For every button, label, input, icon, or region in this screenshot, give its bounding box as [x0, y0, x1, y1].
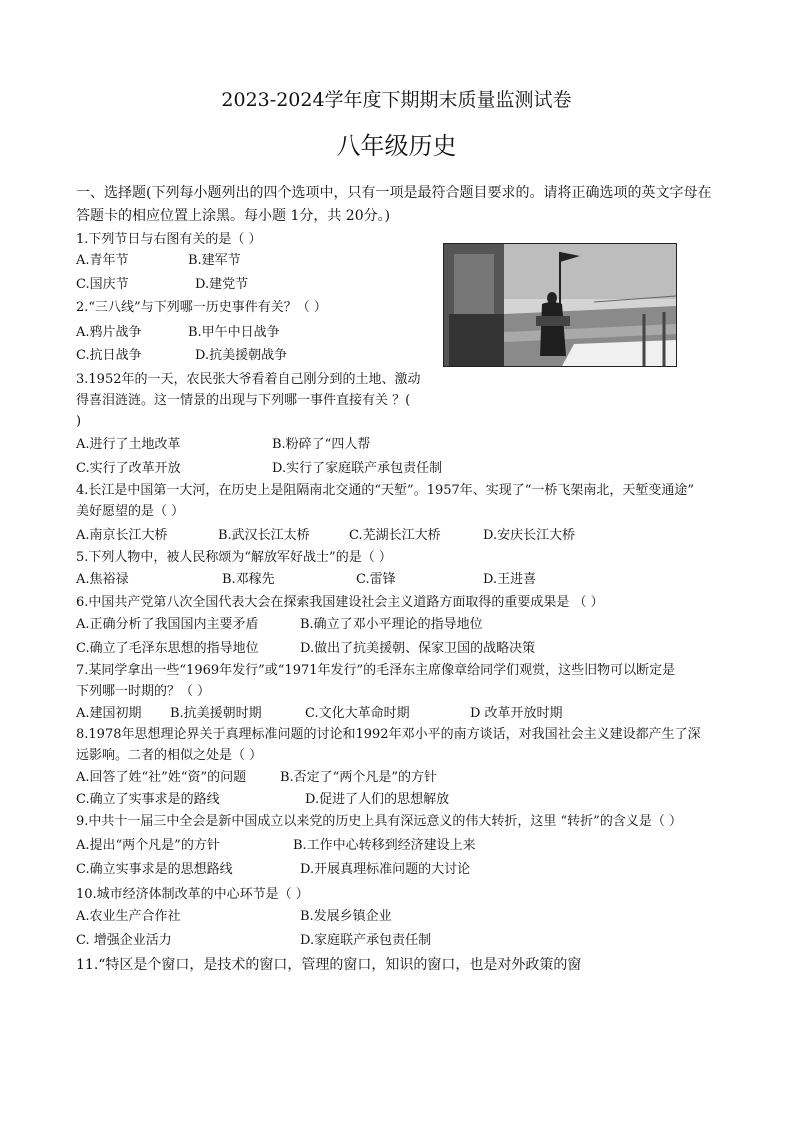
question-stem: 5.下列人物中，被人民称颂为“解放军好战士”的是（ ） — [76, 550, 392, 565]
option-d: D.做出了抗美援朝、保家卫国的战略决策 — [300, 641, 536, 656]
option-a: A.农业生产合作社 — [76, 909, 181, 924]
section-instructions-line2: 答题卡的相应位置上涂黑。每小题 1分，共 20分。) — [76, 208, 391, 224]
option-b: B.发展乡镇企业 — [300, 909, 392, 924]
option-b: B.工作中心转移到经济建设上来 — [293, 838, 476, 853]
option-a: A.回答了姓“社”姓“资”的问题 — [76, 770, 247, 785]
question-stem: 11.“特区是个窗口，是技术的窗口，管理的窗口，知识的窗口，也是对外政策的窗 — [76, 957, 582, 973]
question-stem: 远影响。二者的相似之处是（ ） — [76, 748, 263, 763]
option-b: B.否定了“两个凡是”的方针 — [280, 770, 437, 785]
option-c: C.实行了改革开放 — [76, 461, 181, 476]
option-c: C.抗日战争 — [76, 348, 142, 363]
option-a: A.青年节 — [76, 253, 129, 268]
option-a: A.南京长江大桥 — [76, 528, 168, 543]
option-a: A.建国初期 — [76, 706, 142, 721]
question-stem: 8.1978年思想理论界关于真理标准问题的讨论和1992年邓小平的南方谈话，对我国社会主义建设都产生了深 — [76, 727, 701, 742]
option-c: C.确立了毛泽东思想的指导地位 — [76, 641, 259, 656]
question-stem: 美好愿望的是（ ） — [76, 504, 185, 519]
option-a: A.焦裕禄 — [76, 572, 129, 587]
option-d: D.家庭联产承包责任制 — [300, 933, 432, 948]
question-stem: 得喜泪涟涟。这一情景的出现与下列哪一事件直接有关 ？( — [76, 393, 411, 408]
option-b: B.甲午中日战争 — [188, 325, 280, 340]
question-stem: 6.中国共产党第八次全国代表大会在探索我国建设社会主义道路方面取得的重要成果是 （ ） — [76, 595, 604, 610]
option-d: D.实行了家庭联产承包责任制 — [272, 461, 443, 476]
question-stem: ) — [76, 414, 82, 429]
option-c: C. 增强企业活力 — [76, 933, 172, 948]
option-d: D.开展真理标准问题的大讨论 — [300, 862, 471, 877]
option-b: B.建军节 — [188, 253, 241, 268]
option-d: D.建党节 — [195, 277, 249, 292]
option-a: A.鸦片战争 — [76, 325, 142, 340]
option-d: D.促进了人们的思想解放 — [305, 792, 450, 807]
question-stem: 9.中共十一届三中全会是新中国成立以来党的历史上具有深远意义的伟大转折，这里 “转折”的含义是（ ） — [76, 814, 682, 829]
option-a: A.提出“两个凡是”的方针 — [76, 838, 220, 853]
option-b: B.邓稼先 — [222, 572, 275, 587]
option-d: D.王进喜 — [483, 572, 537, 587]
option-d: D 改革开放时期 — [470, 706, 563, 721]
question-stem: 4.长江是中国第一大河，在历史上是阻隔南北交通的“天堑”。1957年、实现了“一桥飞架南北，天堑变通途” — [76, 483, 695, 498]
option-b: B.确立了邓小平理论的指导地位 — [300, 617, 483, 632]
option-b: B.武汉长江太桥 — [218, 528, 310, 543]
option-c: C.确立了实事求是的路线 — [76, 792, 220, 807]
question-stem: 10.城市经济体制改革的中心环节是（ ） — [76, 887, 309, 902]
subject-title: 八年级历史 — [336, 132, 457, 160]
option-b: B.粉碎了“四人帮 — [272, 437, 371, 452]
option-c: C.文化大革命时期 — [305, 706, 410, 721]
photo-illustration-icon — [444, 244, 676, 366]
option-a: A.进行了土地改革 — [76, 437, 181, 452]
question-stem: 2.“三八线”与下列哪一历史事件有关？（ ） — [76, 300, 327, 315]
question-stem: 下列哪一时期的？（ ） — [76, 684, 211, 699]
question-stem: 1.下列节日与右图有关的是（ ） — [76, 232, 262, 247]
option-d: D.抗美援朝战争 — [195, 348, 288, 363]
section-instructions-line1: 一、选择题(下列每小题列出的四个选项中，只有一项是最符合题目要求的。请将正确选项的英文字母在 — [76, 185, 712, 201]
question-stem: 3.1952年的一天，农民张大爷看着自己刚分到的土地、激动 — [76, 372, 421, 387]
option-c: C.芜湖长江大桥 — [349, 528, 441, 543]
exam-title: 2023-2024学年度下期期末质量监测试卷 — [221, 89, 572, 111]
option-c: C.国庆节 — [76, 277, 129, 292]
option-d: D.安庆长江大桥 — [483, 528, 576, 543]
option-b: B.抗美援朝时期 — [170, 706, 262, 721]
option-c: C.雷锋 — [356, 572, 396, 587]
option-a: A.正确分析了我国国内主要矛盾 — [76, 617, 259, 632]
option-c: C.确立实事求是的思想路线 — [76, 862, 233, 877]
question-stem: 7.某同学拿出一些“1969年发行”或“1971年发行”的毛泽东主席像章给同学们观赏，这些旧物可以断定是 — [76, 663, 676, 678]
figure-photo — [443, 243, 677, 367]
